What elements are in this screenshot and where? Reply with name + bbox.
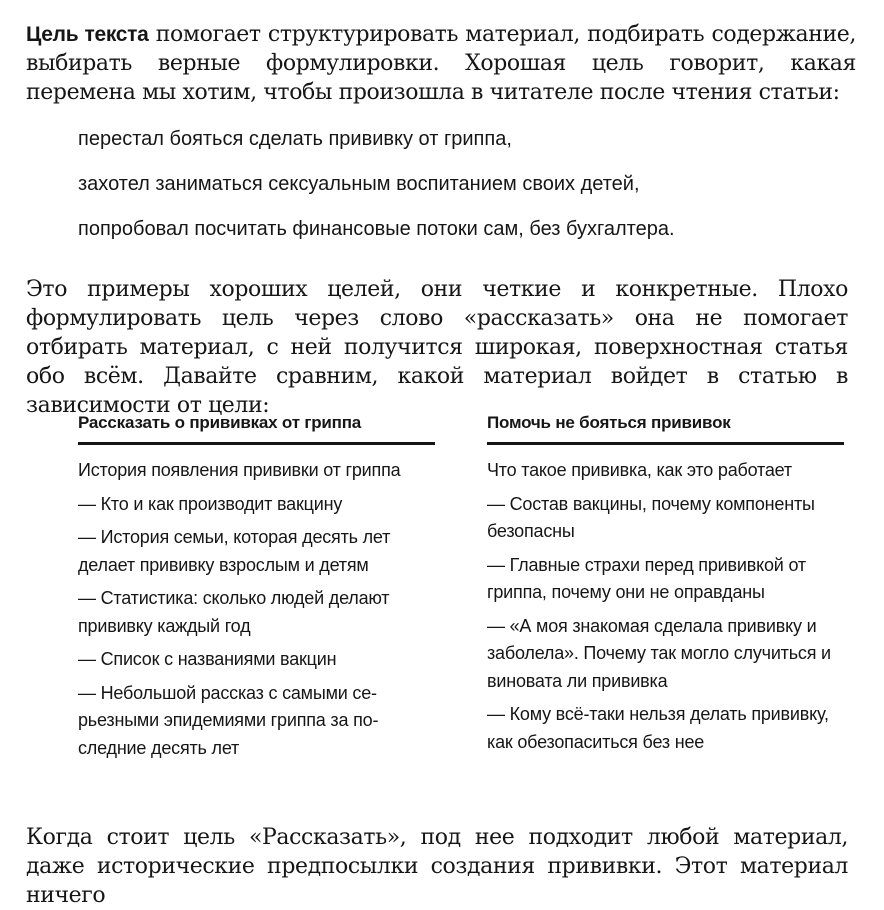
goal-item: захотел заниматься сексуальным воспитанием своих детей, (78, 173, 640, 195)
list-item: — «А моя знакомая сделала прививку и заболела». Почему так могло случиться и виновата ли прививка (487, 615, 831, 691)
paragraph-conclusion: Когда стоит цель «Рассказать», под нее подходит любой материал, даже исторические предпосылки создания прививки. Этот материал ничего (26, 825, 848, 908)
list-item: — История семьи, которая десять лет делает прививку взрослым и детям (78, 527, 391, 575)
intro-paragraph (26, 20, 856, 107)
comparison-column-left (78, 411, 435, 768)
list-item: — Кому всё-таки нельзя делать прививку, как обезопаситься без нее (487, 704, 829, 752)
paragraph-examples: Это примеры хороших целей, они четкие и конкретные. Плохо формулировать цель через слово «рассказать» она не помогает отбирать материал, с ней получится широкая, поверхностная статья обо всём. Давайте сравним, какой материал войдет в статью в зависимости от цели: (26, 277, 848, 418)
list-item: — Кто и как производит вакцину (78, 493, 343, 514)
column-list (78, 457, 435, 762)
list-item: — Главные страхи перед прививкой от гриппа, почему они не оправданы (487, 554, 806, 602)
list-item: — Статистика: сколько людей делают прививку каждый год (78, 588, 390, 636)
column-title: Рассказать о прививках от гриппа (78, 411, 435, 445)
list-item: Что такое прививка, как это работает (487, 460, 792, 480)
list-item: История появления прививки от гриппа (78, 460, 401, 480)
goal-item: перестал бояться сделать прививку от гриппа, (78, 128, 512, 150)
intro-text: помогает структурировать материал, подбирать содержание, выбирать верные формулировки. Хорошая цель говорит, какая перемена мы хотим, чтобы произошла в читателе после чтения статьи: (26, 22, 856, 105)
column-title: Помочь не бояться прививок (487, 411, 844, 445)
intro-lead: Цель текста (26, 23, 149, 46)
column-list (487, 457, 844, 756)
goal-item: попробовал посчитать финансовые потоки сам, без бухгалтера. (78, 218, 675, 240)
list-item: — Состав вакцины, почему компоненты безопасны (487, 493, 815, 541)
list-item: — Список с названиями вакцин (78, 649, 337, 669)
comparison-column-right (487, 411, 844, 762)
list-item: — Небольшой рассказ с самыми серьезными эпидемиями гриппа за последние десять лет (78, 682, 379, 758)
goal-list (78, 124, 675, 259)
